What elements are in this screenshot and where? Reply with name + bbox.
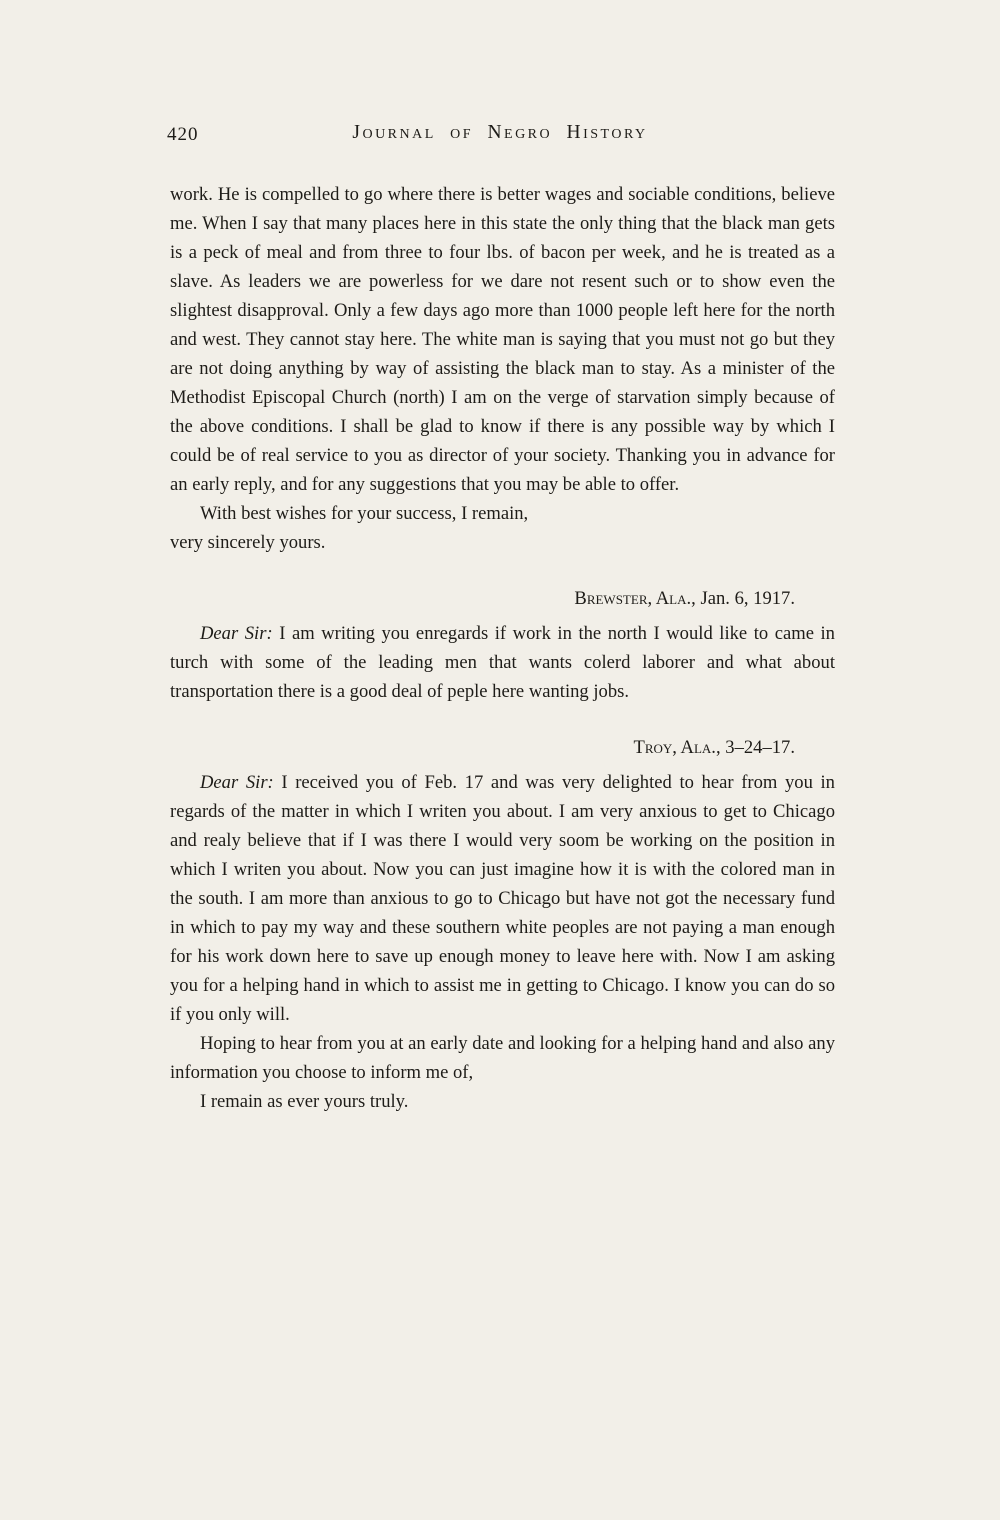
letter1-closing-line-2: very sincerely yours. <box>170 532 326 553</box>
letter1-body-paragraph: work. He is compelled to go where there is better wages and sociable conditions, believe me. When I say that many places here in this state the only thing that the black man gets is a peck of meal and from three to four lbs. of bacon per week, and he is treated as a slave. As leaders we are powerless for we dare not resent such or to show even the slightest disapproval. Only a few days ago more than 1000 people left here for the north and west. They cannot stay here. The white man is saying that you must not go but they are not doing anything by way of assisting the black man to stay. As a minister of the Methodist Episcopal Church (north) I am on the verge of starvation simply because of the above conditions. I shall be glad to know if there is any possible way by which I could be of real service to you as director of your society. Thanking you in advance for an early reply, and for any suggestions that you may be able to offer. <box>170 184 835 495</box>
letter2-body-paragraph <box>170 619 835 706</box>
letter2-dateline-place: Brewster, Ala., <box>574 588 696 609</box>
page-body <box>0 150 1000 1116</box>
letter2-dateline-date: Jan. 6, 1917. <box>700 588 795 609</box>
page-header <box>0 0 1000 150</box>
letter3-dateline-date: 3–24–17. <box>725 737 795 758</box>
letter3-dateline <box>170 733 835 762</box>
letter3-salutation: Dear Sir: <box>200 772 274 793</box>
letter2-body-text: I am writing you enregards if work in the north I would like to came in turch with some of the leading men that wants colerd laborer and what about transportation there is a good deal of peple here wanting jobs. <box>170 623 835 702</box>
page-number: 420 <box>167 124 199 145</box>
letter1-closing-line-1: With best wishes for your success, I remain, <box>200 503 529 524</box>
journal-title: Journal of Negro History <box>352 122 648 143</box>
letter2-salutation: Dear Sir: <box>200 623 273 644</box>
letter3-dateline-place: Troy, Ala., <box>633 737 721 758</box>
letter2-dateline <box>170 584 835 613</box>
letter3-closing-paragraph: Hoping to hear from you at an early date and looking for a helping hand and also any information you choose to inform me of, <box>170 1033 835 1083</box>
letter3-closing-line: I remain as ever yours truly. <box>200 1091 409 1112</box>
letter3-body-text: I received you of Feb. 17 and was very delighted to hear from you in regards of the matter in which I writen you about. I am very anxious to get to Chicago and realy believe that if I was there I would very soom be working on the position in which I writen you about. Now you can just imagine how it is with the colored man in the south. I am more than anxious to go to Chicago but have not got the necessary fund in which to pay my way and these southern white peoples are not paying a man enough for his work down here to save up enough money to leave here with. Now I am asking you for a helping hand in which to assist me in getting to Chicago. I know you can do so if you only will. <box>170 772 835 1025</box>
letter3-body-paragraph <box>170 768 835 1029</box>
